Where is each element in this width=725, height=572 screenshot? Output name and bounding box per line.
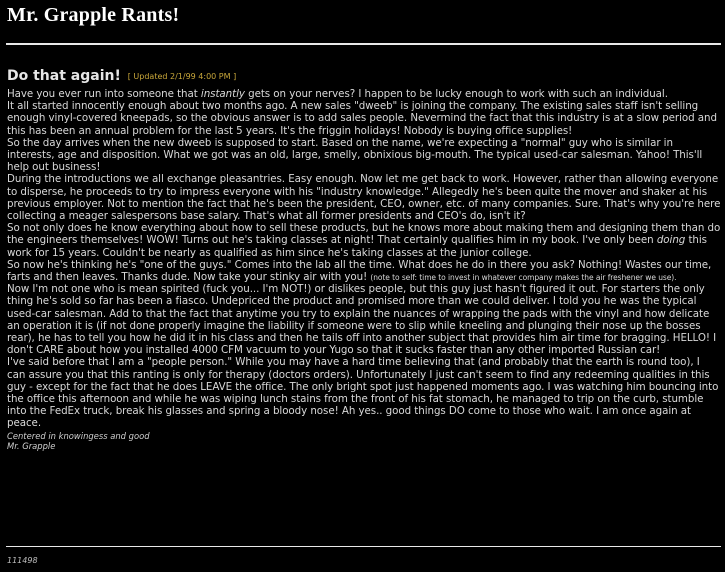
post-body — [7, 88, 721, 430]
signoff-line: Centered in knowingess and good — [7, 430, 150, 441]
rant-article — [7, 67, 721, 451]
paragraph-5 — [7, 222, 721, 259]
paragraph-1-emphasis: instantly — [200, 88, 245, 100]
paragraph-6-note: (note to self: time to invest in whatever company makes the air freshener we use). — [370, 273, 677, 283]
paragraph-1-end: gets on your nerves? I happen to be lucky enough to work with such an individual. — [244, 88, 668, 100]
paragraph-6-text: So now he's thinking he's "one of the guys." Comes into the lab all the time. What does he do in there you ask? Nothing! Wastes our time, farts and then leaves. Thanks dude. Now take your stinky air with you! — [7, 258, 712, 284]
paragraph-1 — [7, 88, 721, 100]
paragraph-3: So the day arrives when the new dweeb is supposed to start. Based on the name, we're expecting a "normal" guy who is similar in interests, age and disposition. What we got was an old, large, smelly, obnixious big-mouth. The typical used-car salesman. Yahoo! This'll help out business! — [7, 136, 703, 174]
author-name: Mr. Grapple — [7, 440, 56, 451]
post-title: Do that again! — [7, 68, 121, 84]
paragraph-5-end: this work for 15 years. Couldn't be nearly as qualified as him since he's taking classes at the junior college. — [7, 234, 707, 259]
paragraph-7: Now I'm not one who is mean spirited (fuck you... I'm NOT!) or dislikes people, but this guy just hasn't figured it out. For starters the only thing he's sold so far has been a fiasco. Undepriced the product and promised more than we could deliver. I told you he was the typical used-car salesman. Add to that the fact that anytime you try to explain the nuances of wrapping the pads with the vinyl and how delicate an operation it is (if not done properly imagine the liability if someone were to slip while kneeling and plunging their nose up the bosses rear), he has to tell you how he did it in his class and then he tails off into another subject that provides him air time for bragging. HELLO! I don't CARE about how you installed 4000 CFM vacuum to your Yugo so that it sucks faster than any other imported Russian car! — [7, 283, 717, 357]
paragraph-1-start: Have you ever run into someone that — [7, 88, 201, 100]
paragraph-2: It all started innocently enough about two months ago. A new sales "dweeb" is joining the company. The existing sales staff isn't selling enough vinyl-covered kneepads, so the obvious answer is to add sales people. Nevermind the fact that this industry is at a slow period and this has been an annual problem for the last 5 years. It's the friggin holidays! Nobody is buying office supplies! — [7, 100, 717, 137]
header-divider — [6, 43, 721, 45]
paragraph-8: I've said before that I am a "people person." While you may have a hard time believing that (and probably that the earth is round too), I can assure you that this ranting is only for therapy (doctors orders). Unfortunately I just can't seem to find any redeeming qualities in this guy - except for the fact that he does LEAVE the office. The only bright spot just happened moments ago. I was watching him bouncing into the office this afternoon and while he was wiping lunch stains from the front of his fat stomach, he managed to trip on the curb, stumble into the FedEx truck, break his glasses and spring a bloody nose! Ah yes.. good things DO come to those who wait. I am once again at peace. — [7, 356, 719, 430]
paragraph-6 — [7, 259, 721, 283]
paragraph-5-start: So not only does he know everything about how to sell these products, but he knows more about making them and designing them than do the engineers themselves! WOW! Turns out he's taking classes at night! That certainly qualifies him in my book. I've only been — [7, 222, 721, 247]
signoff — [7, 431, 721, 451]
updated-timestamp: [ Updated 2/1/99 4:00 PM ] — [127, 72, 237, 81]
footer-date-code: 111498 — [7, 556, 38, 565]
site-title: Mr. Grapple Rants! — [7, 4, 180, 26]
paragraph-5-emphasis: doing — [656, 234, 686, 247]
paragraph-4: During the introductions we all exchange pleasantries. Easy enough. Now let me get back to work. However, rather than allowing everyone to disperse, he proceeds to try to impress everyone with his "industry knowledge." Allegedly he's been quite the mover and shaker at his previous employer. Not to mention the fact that he's been the president, CEO, owner, etc. of many companies. Sure. That's why you're here collecting a meager salespersons base salary. That's what all former presidents and CEO's do, isn't it? — [7, 173, 721, 223]
footer-divider — [6, 546, 721, 547]
post-heading — [7, 67, 721, 87]
